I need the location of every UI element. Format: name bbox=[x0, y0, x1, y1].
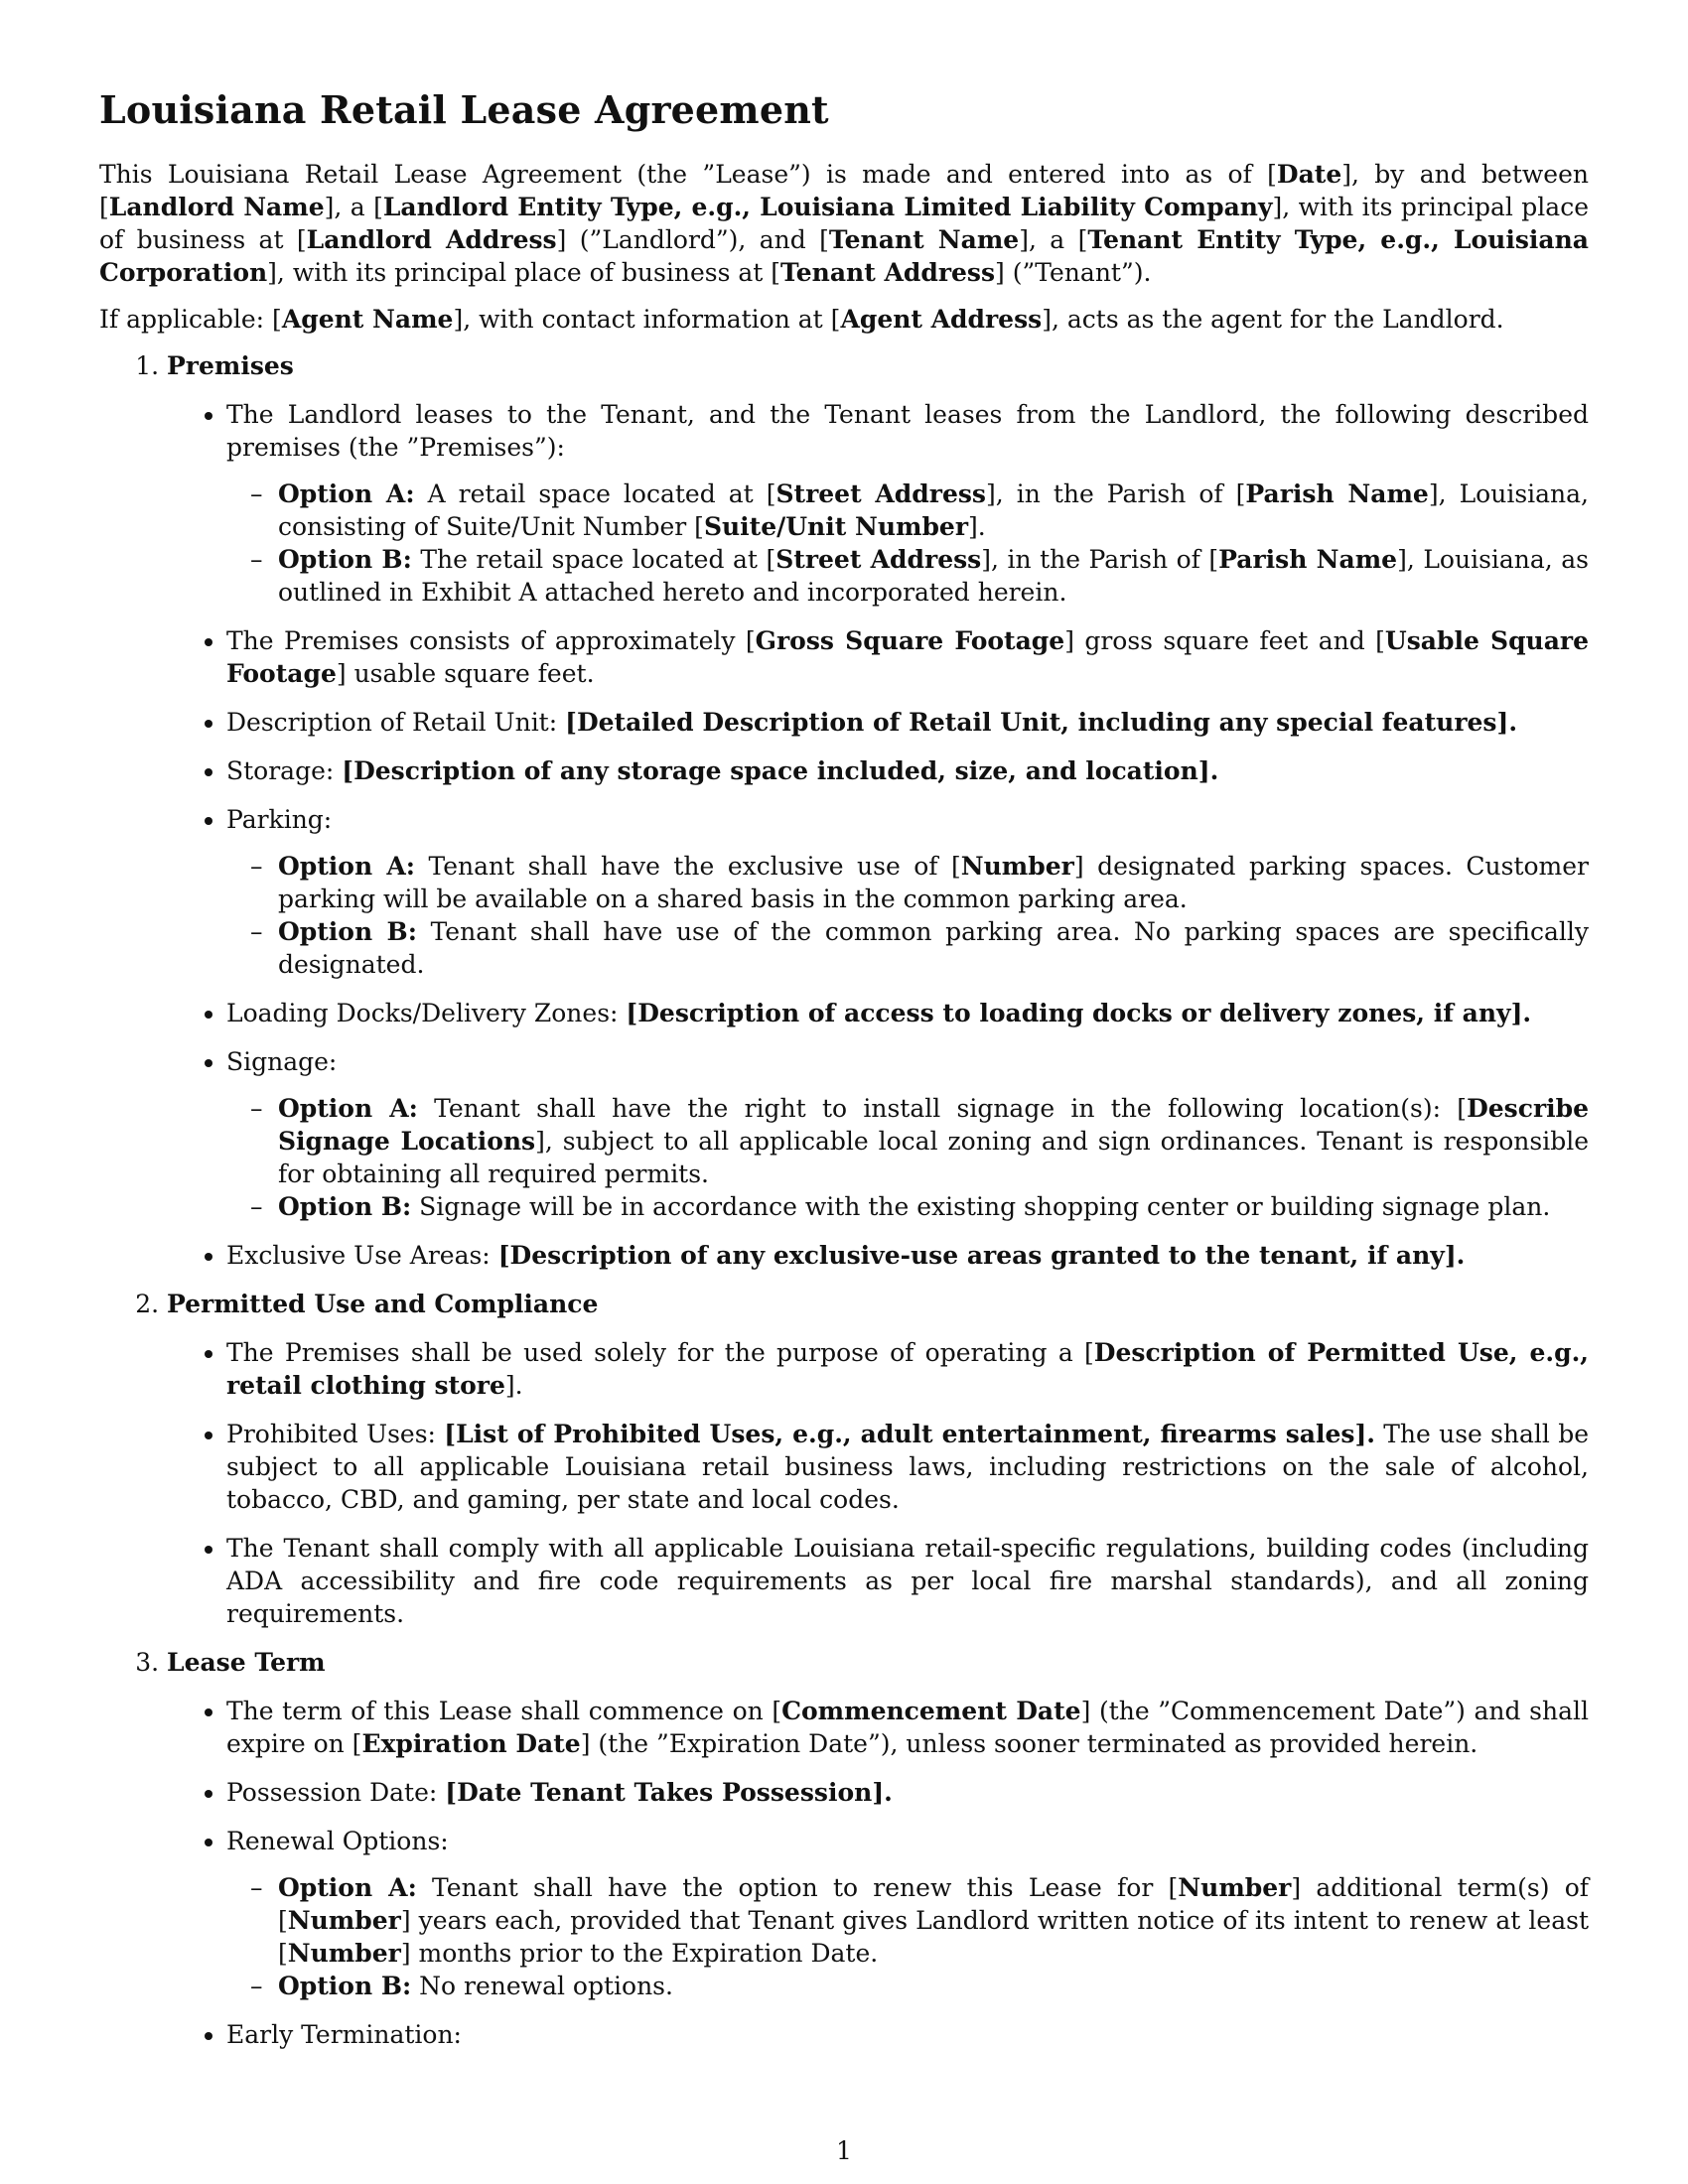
list-item: • The Premises shall be used solely for the purpose of operating a [Description of Permitted Use, e.g., retail clothing store]. bbox=[226, 1336, 1589, 1402]
list-item: • Description of Retail Unit: [Detailed Description of Retail Unit, including any special features]. bbox=[226, 706, 1589, 739]
section-permitted-use bbox=[167, 1288, 1589, 1630]
section-premises bbox=[167, 349, 1589, 1272]
list-item: • Exclusive Use Areas: [Description of any exclusive-use areas granted to the tenant, if any]. bbox=[226, 1239, 1589, 1272]
list-item: • The Tenant shall comply with all applicable Louisiana retail-specific regulations, building codes (including ADA accessibility and fire code requirements as per local fire marshal standards), and all zoning requirements. bbox=[226, 1532, 1589, 1630]
list-item: – Option A: Tenant shall have the option to renew this Lease for [Number] additional term(s) of [Number] years each, provided that Tenant gives Landlord written notice of its intent to renew at least [Number] months prior to the Expiration Date. bbox=[278, 1871, 1589, 1970]
list-item: • Early Termination: bbox=[226, 2018, 1589, 2051]
list-item: – Option A: Tenant shall have the right to install signage in the following location(s): [Describe Signage Locations], subject to all applicable local zoning and sign ordinances. Tenant is responsible for obtaining all required permits. bbox=[278, 1092, 1589, 1190]
list-item: • The Landlord leases to the Tenant, and the Tenant leases from the Landlord, the following described premises (the ”Premises”): – Option A: A retail space located at [Street Address], in the Parish of [Parish Name], Louisiana, consisting of Suite/Unit Number [Suite/Unit Number]. – Option B: The retail space located at [Street Address], in the Parish of [Parish Name], Louisiana, as outlined in Exhibit A attached hereto and incorporated herein. bbox=[226, 398, 1589, 609]
list-item: – Option B: The retail space located at [Street Address], in the Parish of [Parish Name], Louisiana, as outlined in Exhibit A attached hereto and incorporated herein. bbox=[278, 543, 1589, 609]
section-title: Permitted Use and Compliance bbox=[167, 1290, 599, 1318]
permitted-use-bullets bbox=[167, 1336, 1589, 1630]
renewal-options bbox=[226, 1871, 1589, 2002]
premises-bullets bbox=[167, 398, 1589, 1272]
section-title: Premises bbox=[167, 351, 294, 380]
list-item: • Storage: [Description of any storage space included, size, and location]. bbox=[226, 754, 1589, 787]
signage-options bbox=[226, 1092, 1589, 1223]
intro-paragraph: This Louisiana Retail Lease Agreement (the ”Lease”) is made and entered into as of [Date], by and between [Landlord Name], a [Landlord Entity Type, e.g., Louisiana Limited Liability Company], with its principal place of business at [Landlord Address] (”Landlord”), and [Tenant Name], a [Tenant Entity Type, e.g., Louisiana Corporation], with its principal place of business at [Tenant Address] (”Tenant”). bbox=[99, 160, 1590, 287]
lease-term-bullets bbox=[167, 1695, 1589, 2051]
premises-options bbox=[226, 478, 1589, 609]
list-item: • Parking: – Option A: Tenant shall have the exclusive use of [Number] designated parking spaces. Customer parking will be available on a shared basis in the common parking area. – Option B: Tenant shall have use of the common parking area. No parking spaces are specifically designated. bbox=[226, 803, 1589, 981]
list-item: • Loading Docks/Delivery Zones: [Description of access to loading docks or delivery zones, if any]. bbox=[226, 997, 1589, 1029]
document-title: Louisiana Retail Lease Agreement bbox=[99, 87, 829, 132]
list-item: – Option A: A retail space located at [Street Address], in the Parish of [Parish Name], Louisiana, consisting of Suite/Unit Number [Suite/Unit Number]. bbox=[278, 478, 1589, 543]
list-item: • Possession Date: [Date Tenant Takes Possession]. bbox=[226, 1776, 1589, 1809]
agent-paragraph: If applicable: [Agent Name], with contact information at [Agent Address], acts as the agent for the Landlord. bbox=[99, 305, 1504, 334]
section-title: Lease Term bbox=[167, 1648, 326, 1677]
list-item: • Signage: – Option A: Tenant shall have the right to install signage in the following location(s): [Describe Signage Locations], subject to all applicable local zoning and sign ordinances. Tenant is responsible for obtaining all required permits. – Option B: Signage will be in accordance with the existing shopping center or building signage plan. bbox=[226, 1045, 1589, 1223]
list-item: • The term of this Lease shall commence on [Commencement Date] (the ”Commencement Date”) and shall expire on [Expiration Date] (the ”Expiration Date”), unless sooner terminated as provided herein. bbox=[226, 1695, 1589, 1760]
parking-options bbox=[226, 850, 1589, 981]
list-item: • The Premises consists of approximately [Gross Square Footage] gross square feet and [Usable Square Footage] usable square feet. bbox=[226, 624, 1589, 690]
sections-list bbox=[99, 349, 1589, 2051]
list-item: – Option A: Tenant shall have the exclusive use of [Number] designated parking spaces. Customer parking will be available on a shared basis in the common parking area. bbox=[278, 850, 1589, 915]
list-item: – Option B: No renewal options. bbox=[278, 1970, 1589, 2002]
page-number: 1 bbox=[836, 2136, 852, 2165]
list-item: • Renewal Options: – Option A: Tenant shall have the option to renew this Lease for [Number] additional term(s) of [Number] years each, provided that Tenant gives Landlord written notice of its intent to renew at least [Number] months prior to the Expiration Date. – Option B: No renewal options. bbox=[226, 1825, 1589, 2002]
list-item: – Option B: Tenant shall have use of the common parking area. No parking spaces are specifically designated. bbox=[278, 915, 1589, 981]
section-lease-term bbox=[167, 1646, 1589, 2051]
document-page bbox=[99, 87, 1589, 2067]
list-item: – Option B: Signage will be in accordance with the existing shopping center or building signage plan. bbox=[278, 1190, 1589, 1223]
list-item: • Prohibited Uses: [List of Prohibited Uses, e.g., adult entertainment, firearms sales]. The use shall be subject to all applicable Louisiana retail business laws, including restrictions on the sale of alcohol, tobacco, CBD, and gaming, per state and local codes. bbox=[226, 1418, 1589, 1516]
